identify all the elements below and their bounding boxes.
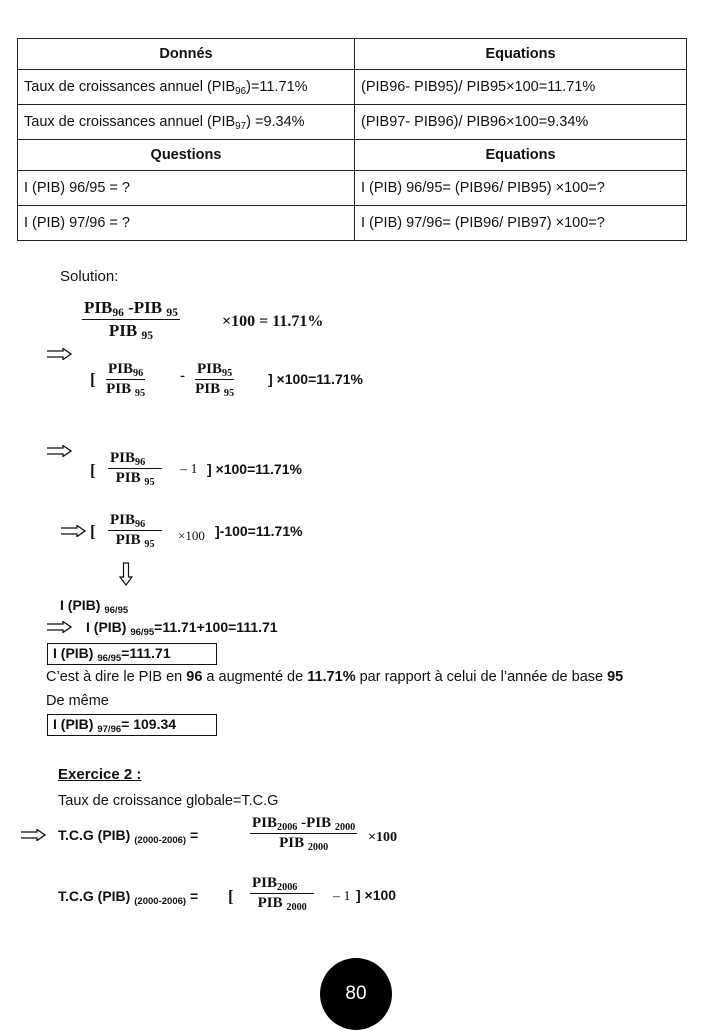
tcg-definition: Taux de croissance globale=T.C.G <box>58 793 279 809</box>
index-label: I (PIB) $_{96/95}$ <box>60 597 129 616</box>
de-meme-text: De même <box>46 693 109 709</box>
fraction-step2-b: $PIB_{95}$ PIB $_{95}$ <box>195 361 235 399</box>
table-cell: (PIB97- PIB96)/ PIB96×100=9.34% <box>355 105 687 140</box>
minus-one: – 1 <box>180 462 198 477</box>
down-arrow-icon <box>119 562 133 586</box>
implies-arrow-icon <box>46 621 72 633</box>
tcg-label: T.C.G (PIB) $_{(2000-2006)}$ = <box>58 888 199 907</box>
fraction-step3: $PIB_{96}$ PIB $_{95}$ <box>108 450 162 487</box>
step4-rhs: ]-100=11.71% <box>215 523 303 539</box>
table-header-equations: Equations <box>355 39 687 70</box>
implies-arrow-icon <box>60 525 86 537</box>
implies-arrow-icon <box>46 348 72 360</box>
table-cell: I (PIB) 97/96 = ? <box>18 206 355 241</box>
times-hundred: ×100 <box>368 830 397 845</box>
bracket-open: [ <box>228 887 234 906</box>
table-header-donnes: Donnés <box>18 39 355 70</box>
table-cell: I (PIB) 96/95= (PIB96/ PIB95) ×100=? <box>355 171 687 206</box>
bracket-open: [ <box>90 370 96 389</box>
solution-label: Solution: <box>60 268 119 285</box>
explanation-sentence: C’est à dire le PIB en 96 a augmenté de 11.71% par rapport à celui de l’année de base 95 <box>46 669 624 685</box>
step3-rhs: ] ×100=11.71% <box>207 461 302 477</box>
minus-sign: - <box>180 368 185 384</box>
implies-arrow-icon <box>46 445 72 457</box>
fraction-step2-a: $PIB_{96}$ PIB $_{95}$ <box>106 361 146 399</box>
table-header-equations-2: Equations <box>355 140 687 171</box>
fraction-step4: $PIB_{96}$ PIB $_{95}$ <box>108 512 162 549</box>
index-calculation: I (PIB) $_{96/95}$=11.71+100=111.71 <box>86 619 278 638</box>
exercise-title: Exercice 2 : <box>58 766 142 783</box>
times-hundred: ×100 <box>178 528 205 543</box>
result-box-text: I (PIB) $_{96/95}$=111.71 <box>53 645 171 664</box>
tcg-bracket-rhs: ] ×100 <box>356 887 397 903</box>
tcg-label: T.C.G (PIB) $_{(2000-2006)}$ = <box>58 827 199 846</box>
table-header-questions: Questions <box>18 140 355 171</box>
table-cell: (PIB96- PIB95)/ PIB95×100=11.71% <box>355 70 687 105</box>
page-number: 80 <box>320 958 392 1030</box>
data-table <box>17 38 687 241</box>
fraction-tcg-2: $PIB_{2006}$ PIB $_{2000}$ <box>250 875 314 912</box>
fraction-tcg: $PIB_{2006}$ -PIB $_{2000}$ PIB $_{2000}$ <box>252 815 356 853</box>
step1-rhs: ×100 = 11.71% <box>222 313 324 330</box>
table-cell: Taux de croissances annuel $(PIB_{96})=11.71\%$ <box>18 70 355 105</box>
bracket-open: [ <box>90 522 96 541</box>
table-cell: I (PIB) 97/96= (PIB96/ PIB97) ×100=? <box>355 206 687 241</box>
fraction-step1: $PIB_{96}$ -PIB $_{95}$ PIB $_{95}$ <box>84 298 178 342</box>
step2-rhs: ] ×100=11.71% <box>268 371 363 387</box>
bracket-open: [ <box>90 461 96 480</box>
implies-arrow-icon <box>20 829 46 841</box>
minus-one: – 1 <box>333 889 351 904</box>
result-box-text: I (PIB) $_{97/96}$= 109.34 <box>53 716 177 735</box>
table-cell: I (PIB) 96/95 = ? <box>18 171 355 206</box>
table-cell: Taux de croissances annuel $(PIB_{97}) =9.34\%$ <box>18 105 355 140</box>
